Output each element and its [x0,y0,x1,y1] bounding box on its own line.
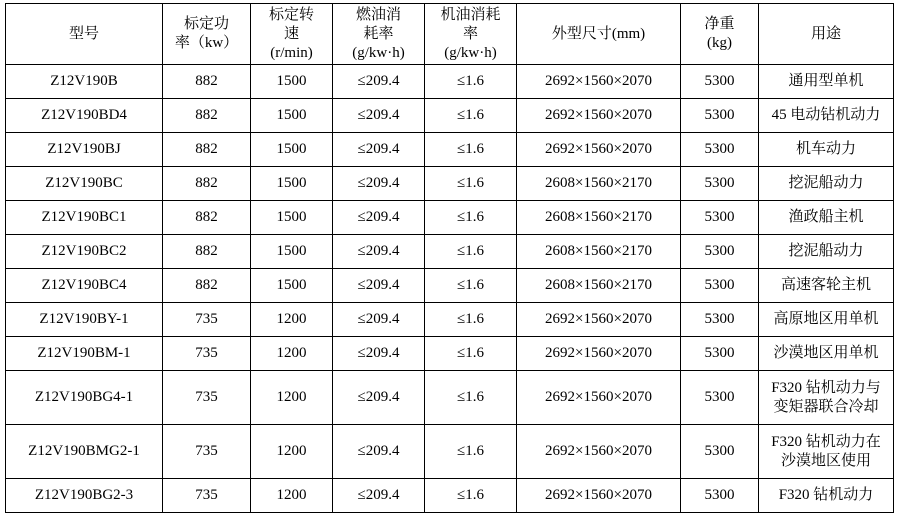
cell-net-weight: 5300 [681,167,759,201]
column-header-4 [425,4,517,65]
cell-rated-speed: 1200 [251,425,333,479]
cell-rated-power: 735 [163,337,251,371]
cell-model: Z12V190BMG2-1 [6,425,163,479]
cell-dimensions: 2692×1560×2070 [517,303,681,337]
column-header-line: 外型尺寸(mm) [551,25,646,42]
table-body [6,65,894,513]
cell-fuel-consumption: ≤209.4 [333,133,425,167]
cell-oil-consumption: ≤1.6 [425,201,517,235]
cell-dimensions: 2608×1560×2170 [517,235,681,269]
cell-use-line: 通用型单机 [788,73,864,90]
table-row [6,65,894,99]
cell-fuel-consumption: ≤209.4 [333,201,425,235]
column-header-5 [517,4,681,65]
cell-use [759,133,894,167]
column-header-3 [333,4,425,65]
cell-rated-speed: 1200 [251,337,333,371]
column-header-line: 标定转 [268,7,314,23]
cell-rated-power: 882 [163,65,251,99]
cell-net-weight: 5300 [681,425,759,479]
cell-fuel-consumption: ≤209.4 [333,269,425,303]
cell-use-line: 变矩器联合冷却 [773,398,879,415]
cell-rated-speed: 1500 [251,65,333,99]
table-row [6,371,894,425]
cell-use-line: F320 钻机动力 [778,487,874,504]
column-header-line: 机油消耗 [440,7,501,23]
cell-fuel-consumption: ≤209.4 [333,371,425,425]
cell-rated-speed: 1500 [251,235,333,269]
cell-dimensions: 2692×1560×2070 [517,425,681,479]
cell-use-line: 沙漠地区使用 [780,452,871,469]
cell-net-weight: 5300 [681,99,759,133]
cell-rated-power: 882 [163,99,251,133]
cell-net-weight: 5300 [681,133,759,167]
cell-use [759,425,894,479]
cell-oil-consumption: ≤1.6 [425,65,517,99]
cell-net-weight: 5300 [681,479,759,513]
column-header-line: (g/kw·h) [444,44,497,61]
cell-rated-power: 735 [163,425,251,479]
cell-dimensions: 2692×1560×2070 [517,65,681,99]
cell-oil-consumption: ≤1.6 [425,235,517,269]
cell-fuel-consumption: ≤209.4 [333,235,425,269]
cell-rated-power: 735 [163,303,251,337]
column-header-line: 标定功 [183,16,229,33]
cell-rated-power: 882 [163,269,251,303]
cell-use-line: 机车动力 [795,141,856,158]
cell-model: Z12V190BM-1 [6,337,163,371]
cell-oil-consumption: ≤1.6 [425,479,517,513]
cell-rated-speed: 1500 [251,201,333,235]
cell-rated-speed: 1500 [251,167,333,201]
cell-use [759,303,894,337]
cell-fuel-consumption: ≤209.4 [333,167,425,201]
cell-dimensions: 2692×1560×2070 [517,133,681,167]
table-header [6,4,894,65]
cell-rated-power: 735 [163,479,251,513]
cell-use [759,99,894,133]
cell-dimensions: 2608×1560×2170 [517,167,681,201]
cell-rated-power: 882 [163,235,251,269]
cell-use-line: 挖泥船动力 [788,243,864,260]
table-row [6,303,894,337]
cell-net-weight: 5300 [681,371,759,425]
column-header-line: 率（kw） [174,35,239,52]
cell-use-line: 45 电动钻机动力 [771,107,881,124]
cell-rated-speed: 1200 [251,303,333,337]
cell-dimensions: 2692×1560×2070 [517,337,681,371]
cell-fuel-consumption: ≤209.4 [333,99,425,133]
cell-oil-consumption: ≤1.6 [425,167,517,201]
cell-dimensions: 2692×1560×2070 [517,479,681,513]
cell-use [759,371,894,425]
column-header-line: 速 [283,25,299,42]
table-row [6,479,894,513]
table-row [6,99,894,133]
cell-use-line: 渔政船主机 [788,209,864,226]
cell-model: Z12V190B [6,65,163,99]
column-header-line: 型号 [68,25,99,42]
cell-use [759,65,894,99]
engine-spec-table [5,3,894,513]
cell-use-line: 高速客轮主机 [780,277,871,294]
cell-rated-speed: 1500 [251,133,333,167]
cell-rated-power: 882 [163,133,251,167]
cell-use-line: 沙漠地区用单机 [773,345,879,362]
cell-model: Z12V190BC4 [6,269,163,303]
cell-model: Z12V190BJ [6,133,163,167]
cell-use-line: 挖泥船动力 [788,175,864,192]
header-row [6,4,894,65]
table-row [6,201,894,235]
cell-fuel-consumption: ≤209.4 [333,303,425,337]
column-header-7 [759,4,894,65]
cell-model: Z12V190BC2 [6,235,163,269]
cell-use [759,235,894,269]
cell-oil-consumption: ≤1.6 [425,269,517,303]
cell-dimensions: 2692×1560×2070 [517,371,681,425]
cell-net-weight: 5300 [681,303,759,337]
cell-rated-speed: 1500 [251,269,333,303]
cell-use [759,201,894,235]
column-header-line: (r/min) [270,44,313,61]
column-header-6 [681,4,759,65]
cell-net-weight: 5300 [681,201,759,235]
cell-use [759,269,894,303]
cell-use-line: 高原地区用单机 [773,311,879,328]
cell-dimensions: 2692×1560×2070 [517,99,681,133]
cell-rated-power: 882 [163,201,251,235]
column-header-line: (kg) [707,35,732,52]
cell-model: Z12V190BY-1 [6,303,163,337]
column-header-line: 用途 [810,25,841,42]
cell-oil-consumption: ≤1.6 [425,425,517,479]
cell-net-weight: 5300 [681,65,759,99]
cell-oil-consumption: ≤1.6 [425,133,517,167]
cell-fuel-consumption: ≤209.4 [333,65,425,99]
cell-model: Z12V190BC1 [6,201,163,235]
table-row [6,337,894,371]
cell-net-weight: 5300 [681,337,759,371]
cell-use-line: F320 钻机动力在 [771,434,881,450]
column-header-line: 燃油消 [355,7,401,23]
cell-dimensions: 2608×1560×2170 [517,269,681,303]
cell-rated-speed: 1500 [251,99,333,133]
column-header-0 [6,4,163,65]
cell-dimensions: 2608×1560×2170 [517,201,681,235]
cell-use [759,337,894,371]
cell-rated-power: 735 [163,371,251,425]
column-header-line: 耗率 [363,25,394,42]
cell-model: Z12V190BG2-3 [6,479,163,513]
column-header-line: 净重 [704,16,735,33]
cell-oil-consumption: ≤1.6 [425,99,517,133]
cell-rated-speed: 1200 [251,371,333,425]
cell-fuel-consumption: ≤209.4 [333,479,425,513]
cell-oil-consumption: ≤1.6 [425,337,517,371]
table-row [6,425,894,479]
cell-fuel-consumption: ≤209.4 [333,425,425,479]
cell-oil-consumption: ≤1.6 [425,303,517,337]
cell-rated-power: 882 [163,167,251,201]
table-row [6,133,894,167]
cell-fuel-consumption: ≤209.4 [333,337,425,371]
cell-model: Z12V190BD4 [6,99,163,133]
cell-use [759,479,894,513]
cell-use [759,167,894,201]
column-header-line: 率 [462,25,478,42]
cell-net-weight: 5300 [681,269,759,303]
cell-use-line: F320 钻机动力与 [771,380,881,396]
table-row [6,167,894,201]
table-row [6,235,894,269]
cell-oil-consumption: ≤1.6 [425,371,517,425]
cell-model: Z12V190BC [6,167,163,201]
column-header-1 [163,4,251,65]
table-row [6,269,894,303]
column-header-line: (g/kw·h) [352,44,405,61]
cell-rated-speed: 1200 [251,479,333,513]
cell-net-weight: 5300 [681,235,759,269]
cell-model: Z12V190BG4-1 [6,371,163,425]
column-header-2 [251,4,333,65]
